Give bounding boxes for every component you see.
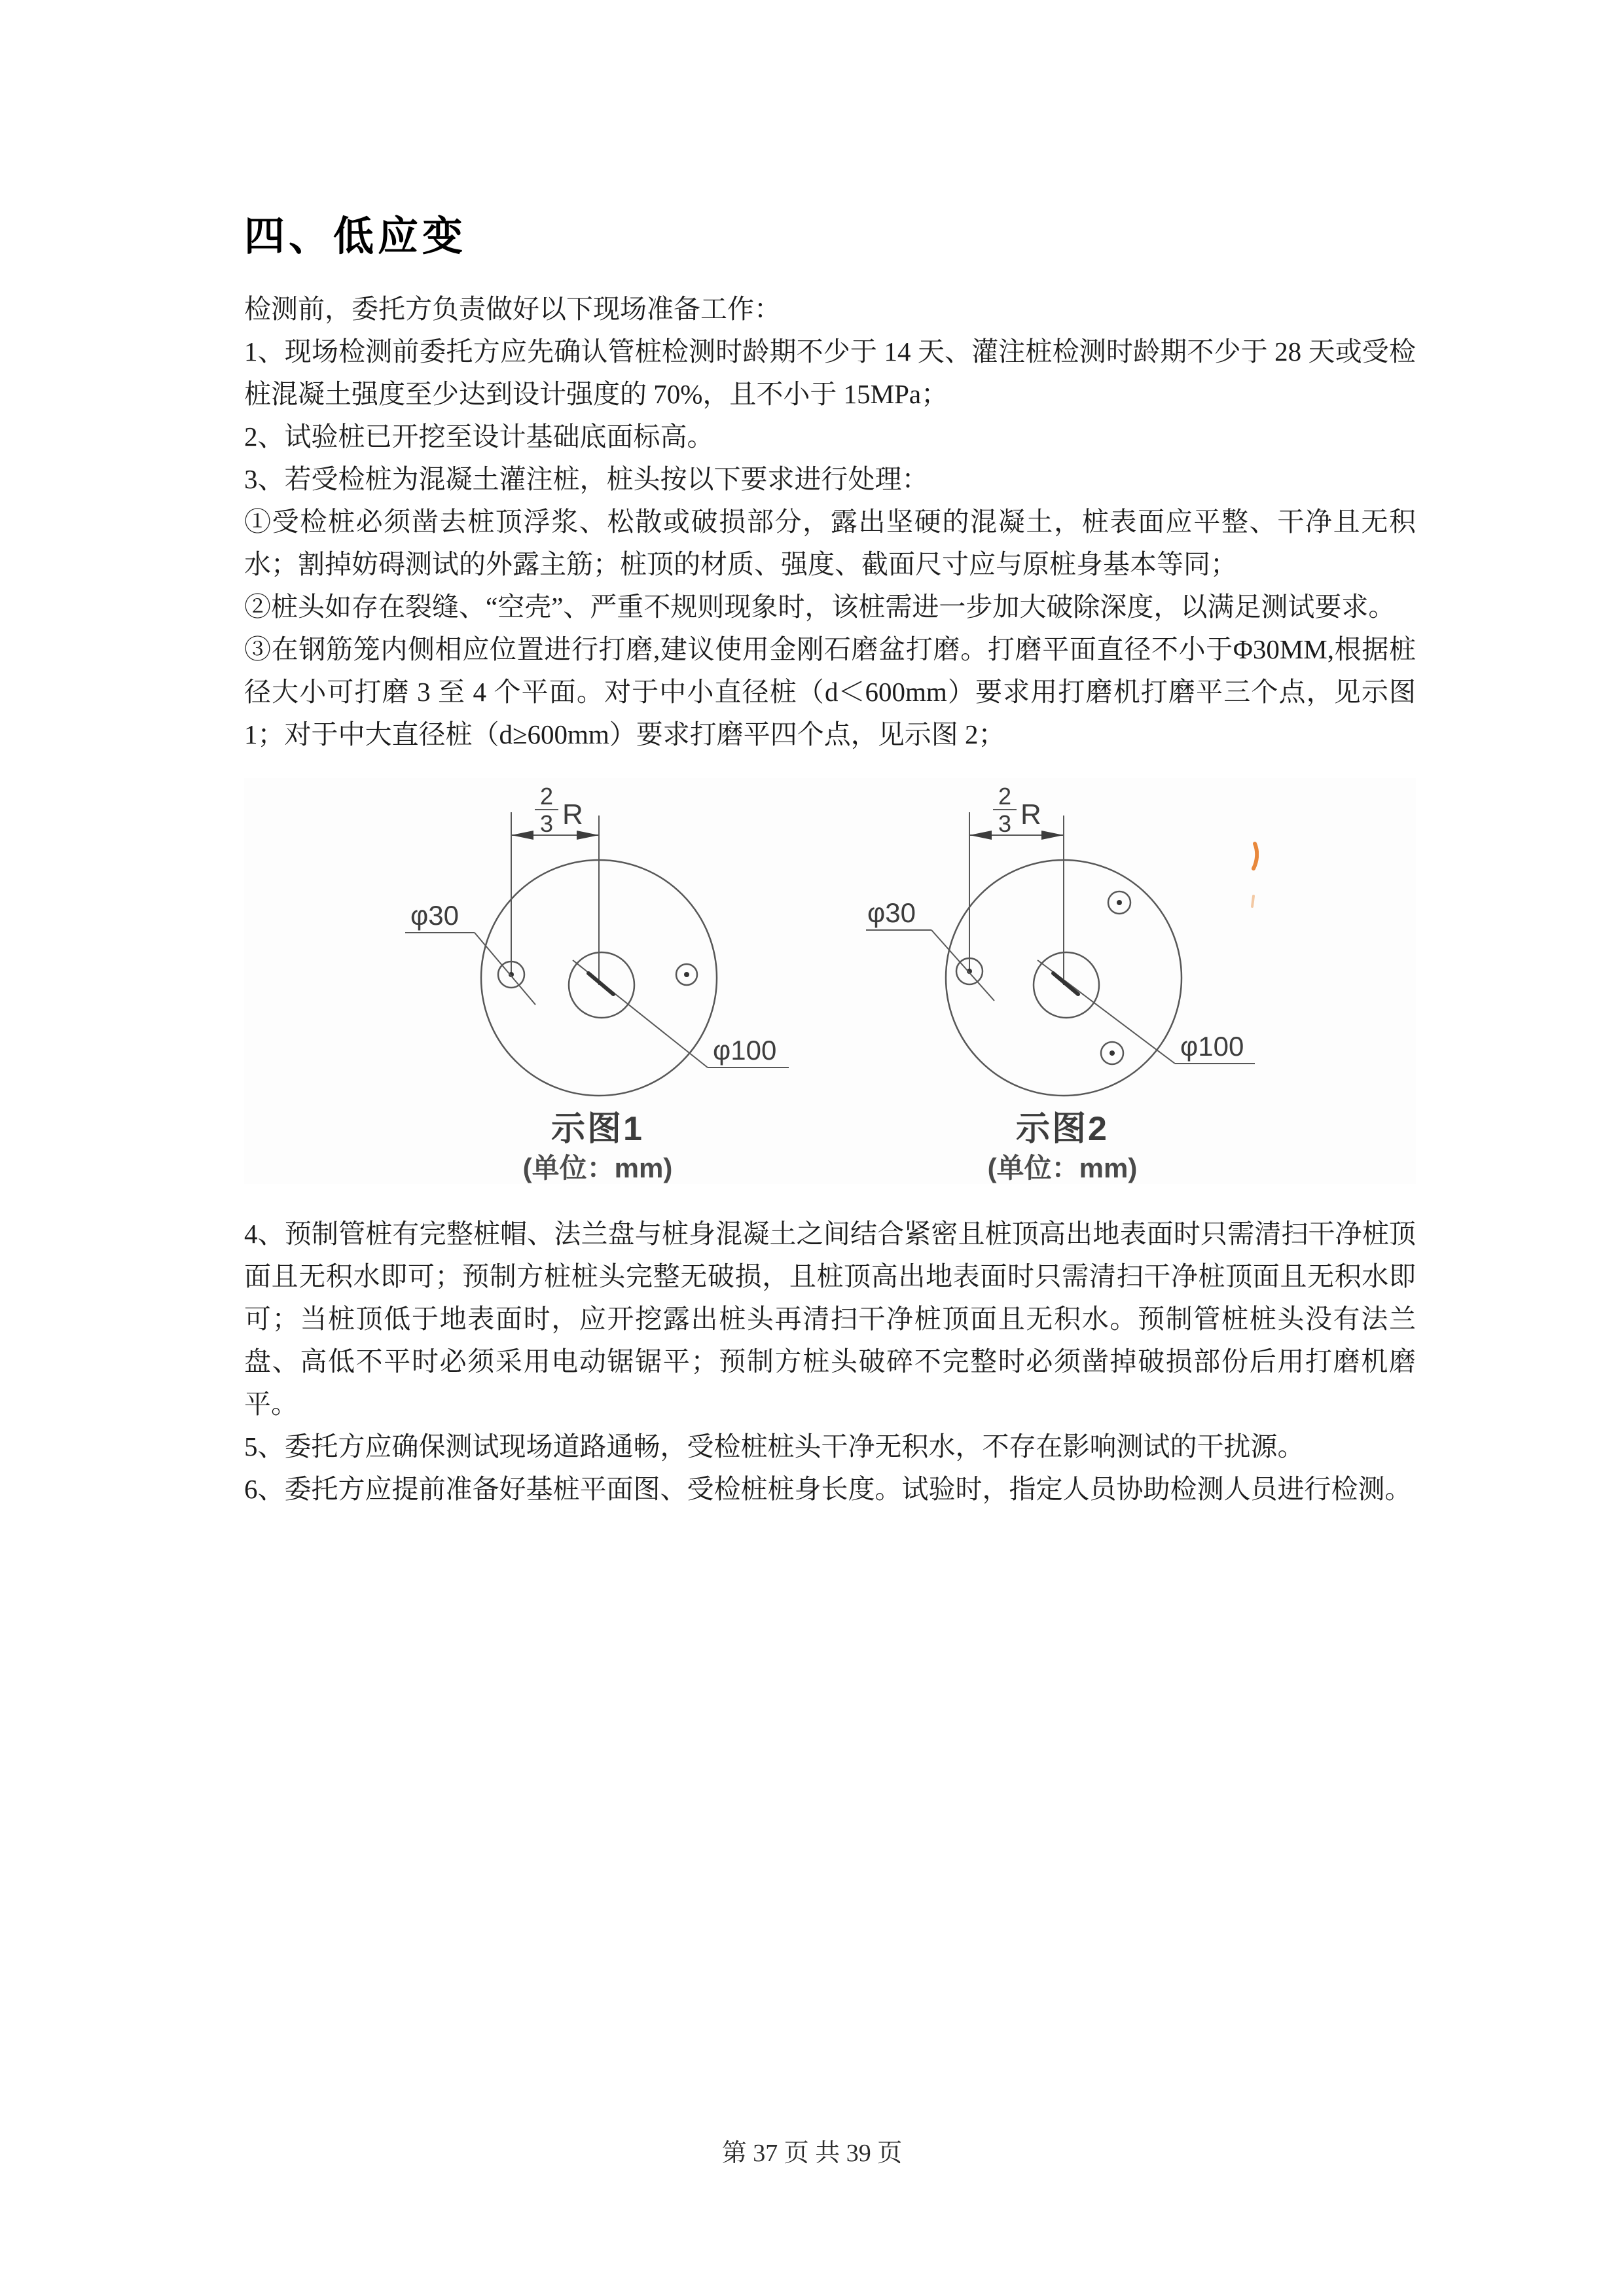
grind-point-top-right-dot [1117, 900, 1122, 905]
pile-cross-section-diagram-2 [866, 778, 1259, 1099]
paragraph-item-3-3: ③在钢筋笼内侧相应位置进行打磨,建议使用金刚石磨盆打磨。打磨平面直径不小于Φ30MM,根据桩径大小可打磨 3 至 4 个平面。对于中小直径桩（d＜600mm）要求用打磨机打磨平三个点，见示图 1；对于中大直径桩（d≥600mm）要求打磨平四个点，见示图 2； [244, 634, 1416, 749]
dimension-arrow-left [969, 831, 992, 840]
grind-point-bottom-dot [1110, 1050, 1115, 1056]
center-hole-radius-tick [588, 973, 613, 994]
paragraph-item-1: 1、现场检测前委托方应先确认管桩检测时龄期不少于 14 天、灌注桩检测时龄期不少于 28 天或受检桩混凝土强度至少达到设计强度的 70%，且不小于 15MPa； [244, 336, 1416, 409]
dimension-arrow-right [577, 831, 599, 840]
label-phi30: φ30 [410, 900, 459, 931]
dim-fraction-numerator: 2 [998, 783, 1012, 810]
figure-caption-2: 示图2 [1016, 1110, 1109, 1148]
paragraph-item-3: 3、若受检桩为混凝土灌注桩，桩头按以下要求进行处理： [244, 464, 929, 494]
document-content [244, 216, 1416, 1511]
label-phi30: φ30 [867, 897, 916, 928]
center-hole-radius-tick [1053, 973, 1078, 994]
dim-fraction-denominator: 3 [998, 810, 1012, 837]
figure-unit-note-2: (单位：mm) [987, 1153, 1138, 1183]
dim-radius-suffix: R [562, 798, 583, 831]
dimension-arrow-left [511, 831, 533, 840]
dim-radius-suffix: R [1020, 798, 1041, 831]
pile-cross-section-diagram-1 [401, 778, 794, 1099]
paragraph-item-5: 5、委托方应确保测试现场道路通畅，受检桩桩头干净无积水，不存在影响测试的干扰源。 [244, 1431, 1305, 1462]
diagram-figure-1 [401, 778, 794, 1184]
scan-artifact-faint-mark [1252, 896, 1254, 906]
leader-line-phi30 [475, 933, 535, 1005]
dimension-arrow-right [1041, 831, 1064, 840]
label-phi100: φ100 [713, 1035, 777, 1066]
grind-point-right-dot [684, 972, 689, 977]
paragraph-item-4: 4、预制管桩有完整桩帽、法兰盘与桩身混凝土之间结合紧密且桩顶高出地表面时只需清扫干净桩顶面且无积水即可；预制方桩桩头完整无破损，且桩顶高出地表面时只需清扫干净桩顶面且无积水即可；当桩顶低于地表面时，应开挖露出桩头再清扫干净桩顶面且无积水。预制管桩桩头没有法兰盘、高低不平时必须采用电动锯锯平；预制方桩头破碎不完整时必须凿掉破损部份后用打磨机磨平。 [244, 1219, 1416, 1419]
paragraph-item-6: 6、委托方应提前准备好基桩平面图、受检桩桩身长度。试验时，指定人员协助检测人员进行检测。 [244, 1474, 1412, 1504]
dim-fraction-numerator: 2 [539, 783, 554, 810]
paragraph-item-3-2: ②桩头如存在裂缝、“空壳”、严重不规则现象时，该桩需进一步加大破除深度，以满足测试要求。 [244, 592, 1396, 622]
scan-artifact-orange-mark [1254, 844, 1257, 869]
diagram-figure-2 [866, 778, 1259, 1184]
figure-caption-1: 示图1 [551, 1110, 644, 1148]
page-footer: 第 37 页 共 39 页 [721, 2140, 903, 2167]
paragraph-item-3-1: ①受检桩必须凿去桩顶浮浆、松散或破损部分，露出坚硬的混凝土，桩表面应平整、干净且无积水；割掉妨碍测试的外露主筋；桩顶的材质、强度、截面尺寸应与原桩身基本等同； [244, 507, 1416, 579]
figure-row [244, 778, 1416, 1184]
figure-unit-note-1: (单位：mm) [522, 1153, 673, 1183]
paragraph-intro: 检测前，委托方负责做好以下现场准备工作： [244, 294, 781, 324]
dim-fraction-denominator: 3 [539, 810, 554, 837]
leader-line-phi30 [931, 930, 994, 1001]
paragraph-item-2: 2、试验桩已开挖至设计基础底面标高。 [244, 422, 714, 452]
section-heading: 四、低应变 [244, 214, 467, 259]
label-phi100: φ100 [1180, 1031, 1244, 1062]
